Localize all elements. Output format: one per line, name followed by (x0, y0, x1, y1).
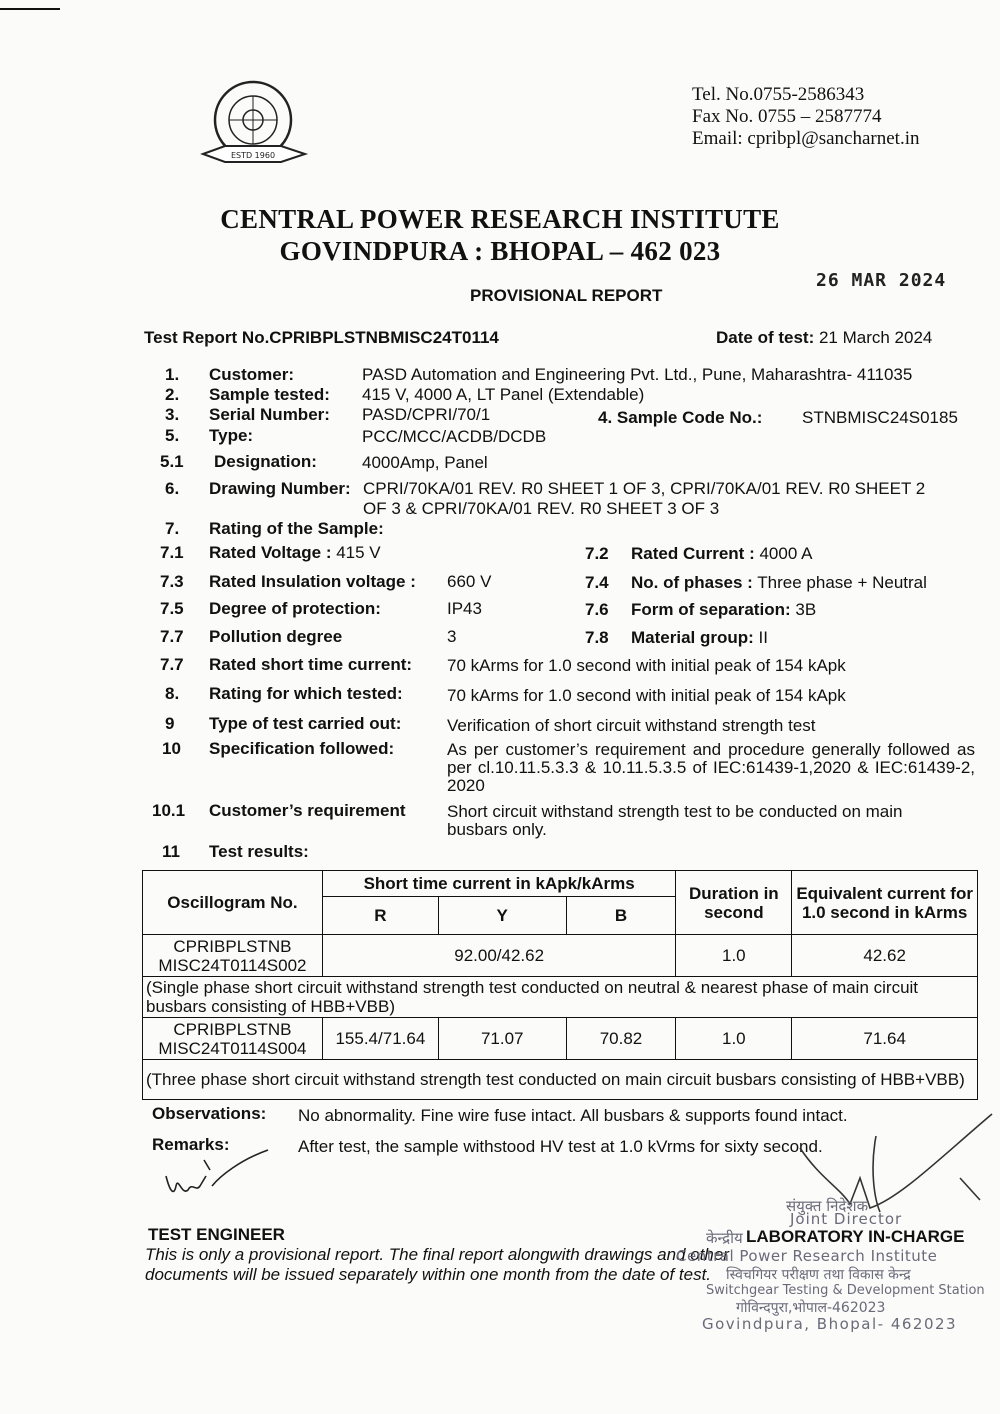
item-label: Rated Insulation voltage : (209, 572, 416, 591)
seal-english-4: Govindpura, Bhopal- 462023 (702, 1315, 958, 1333)
item-label: Specification followed: (209, 739, 395, 758)
oscillogram-line: MISC24T0114S002 (158, 955, 307, 975)
lab-in-charge-label: LABORATORY IN-CHARGE (746, 1227, 965, 1246)
item-num: 2. (165, 385, 180, 404)
item-value: 660 V (447, 572, 492, 591)
table-row (143, 935, 978, 977)
tel: Tel. No.0755-2586343 (692, 84, 865, 105)
row-note: (Single phase short circuit withstand strength test conducted on neutral & nearest phase of main circuit busbars consisting of HBB+VBB) (143, 977, 978, 1018)
remarks-value: After test, the sample withstood HV test at 1.0 kVrms for sixty second. (298, 1137, 823, 1156)
specification-value: As per customer’s requirement and procedure generally followed as per cl.10.11.5.3.3 & 10.11.5.3.5 of IEC:61439-1,2020 & IEC:61439-2, 2020 (447, 740, 975, 795)
date-label: Date of test: (716, 328, 815, 347)
item-label: Test results: (209, 842, 309, 861)
item-num: 9 (165, 714, 175, 733)
item-label: Type of test carried out: (209, 714, 402, 733)
seal-english-2: Central Power Research Institute (676, 1247, 938, 1265)
item-value: 3B (795, 600, 817, 619)
item-label: Rating for which tested: (209, 684, 403, 703)
item-num: 7. (165, 519, 180, 538)
received-date-stamp: 26 MAR 2024 (816, 270, 947, 291)
item-value: 415 V (336, 543, 381, 562)
date-value: 21 March 2024 (818, 328, 933, 347)
designation-value: 4000Amp, Panel (362, 453, 488, 472)
merged-current-cell: 92.00/42.62 (322, 935, 675, 977)
table-note-row (143, 977, 978, 1018)
item-label: Rated Voltage : (209, 543, 332, 562)
item-num: 7.7 (160, 655, 184, 674)
header-y: Y (438, 897, 566, 935)
cpri-logo (195, 76, 315, 176)
header-duration: Duration in second (676, 871, 792, 935)
rated-voltage (209, 543, 381, 563)
item-label: Designation: (214, 452, 317, 471)
item-num: 7.3 (160, 572, 184, 591)
item-label: Sample tested: (209, 385, 330, 404)
form-of-separation (631, 600, 816, 620)
item-value: IP43 (447, 599, 482, 618)
current-b-cell: 70.82 (566, 1018, 676, 1060)
header-short-time-current: Short time current in kApk/kArms (322, 871, 675, 897)
item-value: 70 kArms for 1.0 second with initial peak of 154 kApk (447, 686, 846, 705)
serial-value: PASD/CPRI/70/1 (362, 405, 491, 424)
header-equivalent-current: Equivalent current for 1.0 second in kArms (792, 871, 978, 935)
item-num: 10.1 (152, 801, 186, 820)
item-num: 10 (162, 739, 181, 758)
current-y-cell: 71.07 (438, 1018, 566, 1060)
item-label: Material group: (631, 628, 754, 647)
type-value: PCC/MCC/ACDB/DCDB (362, 427, 547, 446)
header-r: R (322, 897, 438, 935)
item-num: 7.1 (160, 543, 184, 562)
engineer-signature (160, 1146, 280, 1206)
oscillogram-cell (143, 935, 323, 977)
item-label: No. of phases : (631, 573, 753, 592)
customer-value: PASD Automation and Engineering Pvt. Ltd., Pune, Maharashtra- 411035 (362, 365, 913, 384)
logo-est: ESTD 1960 (230, 151, 276, 160)
item-num: 7.4 (585, 573, 609, 592)
rated-current (631, 544, 812, 564)
institute-name: CENTRAL POWER RESEARCH INSTITUTE (220, 204, 780, 234)
oscillogram-line: CPRIBPLSTNB (173, 936, 292, 956)
current-r-cell: 155.4/71.64 (322, 1018, 438, 1060)
corner-mark (0, 8, 60, 10)
table-note-row (143, 1060, 978, 1100)
item-num: 7.8 (585, 628, 609, 647)
customer-requirement-value: Short circuit withstand strength test to be conducted on main busbars only. (447, 802, 903, 839)
item-label: Serial Number: (209, 405, 330, 424)
item-value: II (758, 628, 768, 647)
report-number: Test Report No.CPRIBPLSTNBMISC24T0114 (144, 328, 499, 347)
item-num: 8. (165, 684, 180, 703)
duration-cell: 1.0 (676, 1018, 792, 1060)
item-label: Type: (209, 426, 254, 445)
oscillogram-line: MISC24T0114S004 (158, 1038, 307, 1058)
contact-block (692, 84, 919, 150)
equivalent-cell: 71.64 (792, 1018, 978, 1060)
item-num: 6. (165, 479, 180, 498)
test-engineer-label: TEST ENGINEER (148, 1225, 285, 1244)
item-num: 3. (165, 405, 180, 424)
no-of-phases (631, 573, 927, 593)
seal-english-3: Switchgear Testing & Development Station (706, 1283, 985, 1298)
table-row (143, 1018, 978, 1060)
report-type: PROVISIONAL REPORT (470, 286, 663, 305)
item-num: 7.7 (160, 627, 184, 646)
item-label: Drawing Number: (209, 479, 351, 498)
drawing-value-line2: OF 3 & CPRI/70KA/01 REV. R0 SHEET 3 OF 3 (363, 499, 720, 518)
institute-address: GOVINDPURA : BHOPAL – 462 023 (279, 236, 721, 266)
observations-value: No abnormality. Fine wire fuse intact. All busbars & supports found intact. (298, 1106, 848, 1125)
item-num: 7.5 (160, 599, 184, 618)
seal-english-1: Joint Director (790, 1210, 903, 1228)
seal-hindi-2: केन्द्रीय (706, 1229, 743, 1247)
seal-hindi-1: संयुक्त निदेशक (786, 1197, 869, 1215)
item-num: 7.2 (585, 544, 609, 563)
item-label: Rated Current : (631, 544, 755, 563)
sample-code-label: 4. Sample Code No.: (598, 408, 763, 427)
item-num: 1. (165, 365, 180, 384)
equivalent-cell: 42.62 (792, 935, 978, 977)
item-value: Verification of short circuit withstand strength test (447, 716, 816, 735)
email: Email: cpribpl@sancharnet.in (692, 128, 920, 149)
date-of-test (716, 328, 932, 348)
oscillogram-line: CPRIBPLSTNB (173, 1019, 292, 1039)
duration-cell: 1.0 (676, 935, 792, 977)
item-label: Rated short time current: (209, 655, 413, 674)
drawing-value-line1: CPRI/70KA/01 REV. R0 SHEET 1 OF 3, CPRI/70KA/01 REV. R0 SHEET 2 (363, 479, 926, 498)
item-label: Customer’s requirement (209, 801, 406, 820)
header-b: B (566, 897, 676, 935)
remarks-label: Remarks: (152, 1135, 230, 1154)
seal-hindi-4: गोविन्दपुरा,भोपाल-462023 (736, 1300, 886, 1316)
item-num: 5.1 (160, 452, 184, 471)
oscillogram-cell (143, 1018, 323, 1060)
seal-hindi-3: स्विचगियर परीक्षण तथा विकास केन्द्र (726, 1267, 911, 1283)
item-num: 5. (165, 426, 180, 445)
fax: Fax No. 0755 – 2587774 (692, 106, 882, 127)
item-label: Customer: (209, 365, 295, 384)
row-note: (Three phase short circuit withstand strength test conducted on main circuit busbars consisting of HBB+VBB) (143, 1060, 978, 1100)
item-value: 4000 A (759, 544, 813, 563)
item-label: Pollution degree (209, 627, 343, 646)
item-label: Form of separation: (631, 600, 791, 619)
item-num: 7.6 (585, 600, 609, 619)
observations-label: Observations: (152, 1104, 267, 1123)
item-label: Rating of the Sample: (209, 519, 384, 538)
item-num: 11 (162, 842, 180, 861)
sample-code-value: STNBMISC24S0185 (802, 408, 958, 427)
test-results-table (142, 870, 978, 1100)
material-group (631, 628, 768, 648)
item-value: 3 (447, 627, 457, 646)
header-oscillogram: Oscillogram No. (143, 871, 323, 935)
item-value: Three phase + Neutral (757, 573, 927, 592)
sample-value: 415 V, 4000 A, LT Panel (Extendable) (362, 385, 645, 404)
footer-note: This is only a provisional report. The final report alongwith drawings and other documents will be issued separately within one month from the date of test. (145, 1245, 729, 1284)
item-label: Degree of protection: (209, 599, 381, 618)
item-value: 70 kArms for 1.0 second with initial peak of 154 kApk (447, 656, 846, 675)
